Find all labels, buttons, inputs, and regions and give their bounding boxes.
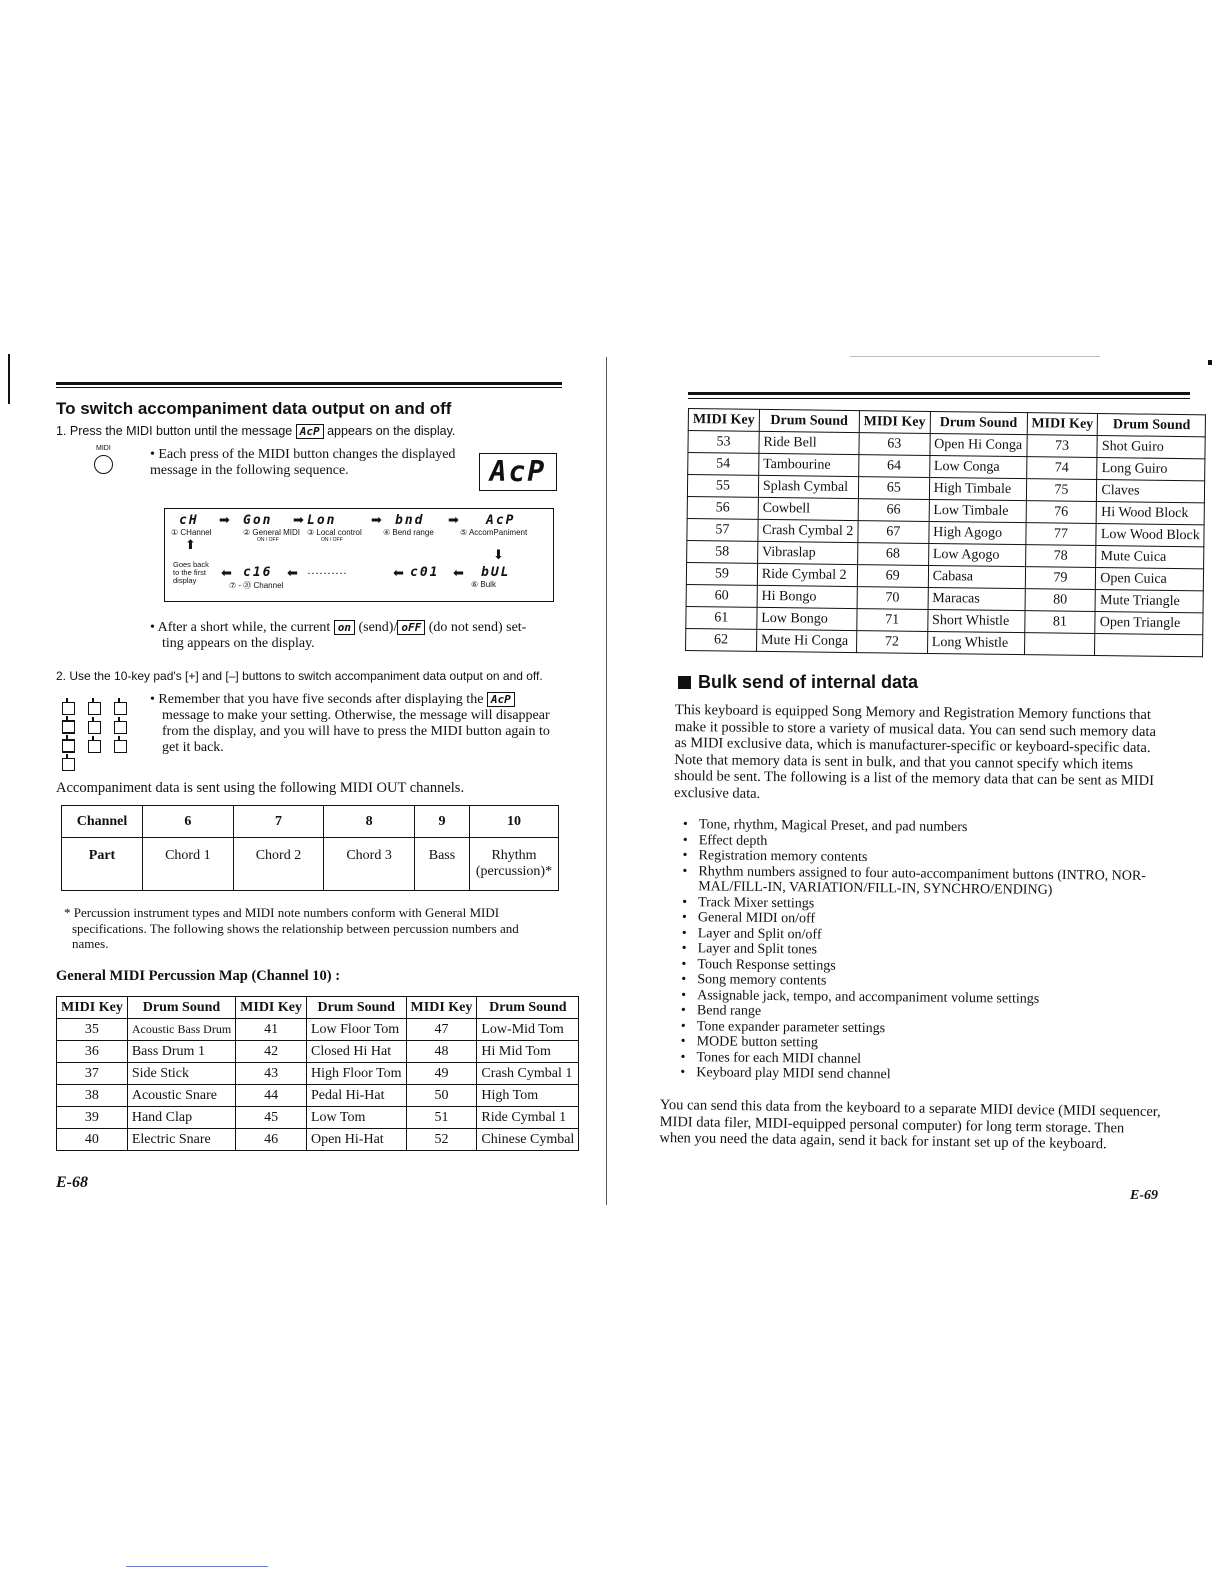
midi-key-cell: 35: [57, 1019, 128, 1041]
seq-display-6: c16: [243, 565, 273, 580]
part-chord-1: Chord 1: [143, 838, 234, 891]
drum-sound-cell: Splash Cymbal: [758, 475, 858, 498]
midi-key-cell: 38: [57, 1085, 128, 1107]
center-gutter-line: [606, 357, 607, 1205]
bullet-2: [150, 620, 562, 652]
midi-key-cell: 72: [856, 631, 927, 654]
midi-key-cell: 65: [858, 477, 929, 500]
seq-label-8: ⑥ Bulk: [471, 580, 496, 589]
percussion-map-left: [56, 996, 579, 1151]
drum-sound-cell: [1095, 633, 1203, 656]
list-item: • Tones for each MIDI channel: [696, 1050, 1166, 1070]
drum-sound-cell: Mute Cuica: [1096, 545, 1204, 568]
part-bass: Bass: [414, 838, 469, 891]
page-number-right: E-69: [1130, 1188, 1158, 1203]
drum-sound-cell: Side Stick: [127, 1063, 235, 1085]
channel-8: 8: [324, 806, 415, 838]
seq-label-2: ② General MIDI: [243, 528, 300, 537]
drum-sound-cell: Shot Guiro: [1097, 436, 1205, 459]
percussion-map-right: [685, 408, 1206, 657]
drum-sound-cell: Low Conga: [929, 455, 1026, 478]
closing-line: You can send this data from the keyboard to a separate MIDI device (MIDI sequencer,: [659, 1097, 1161, 1120]
list-item: • Keyboard play MIDI send channel: [696, 1065, 1166, 1085]
drum-sound-cell: Pedal Hi-Hat: [306, 1085, 406, 1107]
bulk-intro-line: as MIDI exclusive data, which is manufacturer-specific or keyboard-specific data.: [674, 734, 1151, 756]
seq-display-1: cH: [179, 513, 199, 528]
drum-sound-cell: Cabasa: [928, 565, 1025, 588]
left-top-rule: [56, 382, 562, 385]
midi-key-cell: 43: [236, 1063, 307, 1085]
drum-sound-cell: Crash Cymbal 2: [758, 519, 858, 542]
midi-key-cell: 79: [1025, 567, 1096, 590]
channel-header: Channel: [62, 806, 143, 838]
seq-item-8: [471, 565, 531, 589]
step-1: [56, 424, 455, 439]
seq-arrow-left-icon: ⬅: [393, 566, 404, 581]
bulk-intro-line: Note that memory data is sent in bulk, and that you cannot specify which items: [674, 751, 1134, 773]
seq-sub-3: ON / OFF: [321, 537, 343, 543]
seq-arrow-left-icon: ⬅: [453, 566, 464, 581]
midi-key-cell: 42: [236, 1041, 307, 1063]
drum-sound-cell: Crash Cymbal 1: [477, 1063, 579, 1085]
midi-key-cell: 57: [687, 518, 758, 541]
drum-sound-cell: Ride Cymbal 2: [757, 563, 857, 586]
seq-label-3: ③ Local control: [307, 528, 362, 537]
col-midi-key: MIDI Key: [859, 411, 930, 434]
channel-9: 9: [414, 806, 469, 838]
drum-sound-cell: Mute Triangle: [1095, 589, 1203, 612]
drum-sound-cell: Cowbell: [758, 497, 858, 520]
bulk-intro-line: make it possible to store a variety of musical data. You can send such memory data: [674, 718, 1157, 740]
seq-display-4: bnd: [395, 513, 425, 528]
list-item: • Layer and Split on/off: [698, 926, 1168, 946]
midi-key-cell: 69: [857, 565, 928, 588]
bullet-2-mid1: (send)/: [358, 620, 398, 635]
bullet-3-pre: • Remember that you have five seconds after displaying the: [150, 692, 484, 707]
midi-key-cell: 80: [1025, 589, 1096, 612]
sequence-box: [164, 508, 554, 602]
col-drum-sound: Drum Sound: [306, 997, 406, 1019]
list-item: • Assignable jack, tempo, and accompaniment volume settings: [697, 988, 1167, 1008]
bullet-2-mid2: (do not send) set-: [428, 620, 527, 635]
list-item: • Layer and Split tones: [698, 941, 1168, 961]
list-item: • Tone, rhythm, Magical Preset, and pad numbers: [699, 817, 1169, 837]
bulk-title-square-icon: [678, 676, 691, 689]
drum-sound-cell: Low Timbale: [929, 499, 1026, 522]
col-drum-sound: Drum Sound: [127, 997, 235, 1019]
table-header-row: [57, 997, 579, 1019]
seq-label-4: ④ Bend range: [383, 528, 434, 537]
midi-key-cell: [1024, 633, 1095, 656]
closing-line: MIDI data filer, MIDI-equipped personal computer) for long term storage. Then: [659, 1113, 1125, 1136]
midi-button-label: MIDI: [96, 445, 111, 452]
left-top-rule-thin: [56, 387, 562, 388]
list-item: • MODE button setting: [697, 1034, 1167, 1054]
col-drum-sound: Drum Sound: [477, 997, 579, 1019]
midi-key-cell: 36: [57, 1041, 128, 1063]
bullet-3-line3: from the display, and you will have to press the MIDI button again to: [162, 724, 550, 739]
drum-sound-cell: Ride Bell: [759, 431, 859, 454]
drum-sound-cell: Long Whistle: [927, 631, 1024, 654]
midi-key-cell: 76: [1026, 501, 1097, 524]
midi-key-cell: 51: [406, 1107, 477, 1129]
seq-item-5: [460, 513, 550, 537]
midi-key-cell: 74: [1026, 457, 1097, 480]
midi-key-cell: 56: [687, 496, 758, 519]
footnote: * Percussion instrument types and MIDI note numbers conform with General MIDI specifications. The following shows the relationship between percussion numbers and names.: [64, 905, 519, 951]
list-item: • General MIDI on/off: [698, 910, 1168, 930]
drum-sound-cell: Mute Hi Conga: [756, 629, 856, 652]
drum-sound-cell: Closed Hi Hat: [306, 1041, 406, 1063]
seq-arrow-left-icon: ⬅: [221, 566, 232, 581]
list-item: • Registration memory contents: [699, 848, 1169, 868]
part-rhythm-extra: (percussion)*: [475, 864, 553, 879]
right-edge-mark: [1208, 360, 1212, 365]
bullet-3-line2: message to make your setting. Otherwise, the message will disappear: [162, 708, 550, 723]
midi-key-cell: 75: [1026, 479, 1097, 502]
seq-label-1: ① CHannel: [171, 528, 212, 537]
page-number-left: E-68: [56, 1174, 88, 1191]
drum-sound-cell: Bass Drum 1: [127, 1041, 235, 1063]
channel-6: 6: [143, 806, 234, 838]
drum-sound-cell: Open Triangle: [1095, 611, 1203, 634]
seq-arrow-right-icon: ➡: [219, 513, 230, 528]
list-item: • Tone expander parameter settings: [697, 1019, 1167, 1039]
col-midi-key: MIDI Key: [1027, 413, 1098, 436]
list-item: • Touch Response settings: [697, 957, 1167, 977]
midi-key-cell: 48: [406, 1041, 477, 1063]
midi-key-cell: 44: [236, 1085, 307, 1107]
midi-key-cell: 78: [1025, 545, 1096, 568]
drum-sound-cell: Long Guiro: [1097, 458, 1205, 481]
part-chord-3: Chord 3: [324, 838, 415, 891]
seq-label-5: ⑤ AccomPaniment: [460, 528, 528, 537]
drum-sound-cell: Open Cuica: [1096, 567, 1204, 590]
drum-sound-cell: High Agogo: [929, 521, 1026, 544]
midi-key-cell: 46: [236, 1129, 307, 1151]
list-item: • Rhythm numbers assigned to four auto-accompaniment buttons (INTRO, NOR-MAL/FILL-IN, VARIATION/FILL-IN, SYNCHRO/ENDING): [698, 864, 1168, 900]
part-chord-2: Chord 2: [233, 838, 324, 891]
closing-line: when you need the data again, send it back for instant set up of the keyboard.: [659, 1129, 1107, 1153]
midi-key-cell: 70: [857, 587, 928, 610]
table-row: [57, 1063, 579, 1085]
seq-display-8: bUL: [481, 565, 511, 580]
list-item: • Effect depth: [699, 833, 1169, 853]
midi-key-cell: 81: [1024, 611, 1095, 634]
seq-arrow-right-icon: ➡: [371, 513, 382, 528]
channel-7: 7: [233, 806, 324, 838]
drum-sound-cell: Electric Snare: [127, 1129, 235, 1151]
col-midi-key: MIDI Key: [688, 409, 759, 432]
table-row: [57, 1085, 579, 1107]
ten-key-pad-icon: [62, 702, 148, 759]
midi-key-cell: 66: [858, 499, 929, 522]
midi-key-cell: 60: [686, 584, 757, 607]
midi-key-cell: 68: [857, 543, 928, 566]
drum-sound-cell: Claves: [1097, 480, 1205, 503]
step-1-lcd: AcP: [296, 424, 324, 439]
midi-key-cell: 62: [686, 628, 757, 651]
seq-arrow-up-icon: ⬆: [185, 538, 196, 553]
table-row: [57, 1041, 579, 1063]
midi-key-cell: 54: [688, 453, 759, 476]
bullet-2-pre: • After a short while, the current: [150, 620, 331, 635]
seq-display-5: AcP: [486, 513, 516, 528]
seq-display-3: Lon: [307, 513, 337, 528]
list-item: • Track Mixer settings: [698, 895, 1168, 915]
channel-table: [61, 805, 559, 891]
seq-arrow-right-icon: ➡: [293, 513, 304, 528]
bullet-3: [150, 692, 562, 756]
midi-key-cell: 61: [686, 606, 757, 629]
drum-sound-cell: Low Floor Tom: [306, 1019, 406, 1041]
drum-sound-cell: Low Agogo: [928, 543, 1025, 566]
part-header: Part: [62, 838, 143, 891]
bullet-2-line2: ting appears on the display.: [162, 636, 315, 651]
drum-sound-cell: High Timbale: [929, 477, 1026, 500]
channels-intro: Accompaniment data is sent using the following MIDI OUT channels.: [56, 780, 465, 796]
drum-sound-cell: Open Hi-Hat: [306, 1129, 406, 1151]
seq-arrow-left-icon: ⬅: [287, 566, 298, 581]
bulk-intro-line: exclusive data.: [673, 784, 761, 802]
col-midi-key: MIDI Key: [236, 997, 307, 1019]
drum-sound-cell: Hi Mid Tom: [477, 1041, 579, 1063]
section-title: To switch accompaniment data output on and off: [56, 399, 452, 418]
midi-key-cell: 64: [859, 455, 930, 478]
midi-key-cell: 47: [406, 1019, 477, 1041]
step-1-pre: 1. Press the MIDI button until the message: [56, 424, 293, 438]
table-row: [57, 1107, 579, 1129]
col-drum-sound: Drum Sound: [1098, 414, 1206, 437]
closing-paragraph: [659, 1097, 1160, 1153]
lcd-on: on: [334, 620, 355, 635]
part-rhythm: [470, 838, 559, 891]
step-2: 2. Use the 10-key pad's [+] and [–] buttons to switch accompaniment data output on and off.: [56, 669, 543, 683]
bulk-title: Bulk send of internal data: [698, 672, 919, 692]
bulk-items-list: [674, 817, 1169, 1086]
drum-sound-cell: Chinese Cymbal: [477, 1129, 579, 1151]
midi-key-cell: 45: [236, 1107, 307, 1129]
midi-key-cell: 77: [1025, 523, 1096, 546]
right-top-faint-rule: [850, 356, 1100, 357]
col-drum-sound: Drum Sound: [930, 411, 1027, 434]
drum-sound-cell: Tambourine: [759, 453, 859, 476]
midi-key-cell: 59: [686, 562, 757, 585]
midi-key-cell: 39: [57, 1107, 128, 1129]
part-rhythm-label: Rhythm: [491, 848, 537, 863]
channel-10: 10: [470, 806, 559, 838]
seq-item-3: [307, 513, 377, 543]
seq-display-2: Gon: [243, 513, 273, 528]
midi-key-cell: 53: [688, 431, 759, 454]
midi-key-cell: 40: [57, 1129, 128, 1151]
table-row: [57, 1019, 579, 1041]
midi-key-cell: 58: [687, 540, 758, 563]
midi-key-cell: 37: [57, 1063, 128, 1085]
drum-sound-cell: Acoustic Bass Drum: [127, 1019, 235, 1041]
seq-display-7: c01: [410, 565, 440, 580]
map-title: General MIDI Percussion Map (Channel 10) :: [56, 968, 341, 984]
lcd-large-display: AcP: [479, 453, 557, 491]
midi-key-cell: 50: [406, 1085, 477, 1107]
drum-sound-cell: Low Wood Block: [1096, 523, 1204, 546]
drum-sound-cell: High Tom: [477, 1085, 579, 1107]
seq-sub-2: ON / OFF: [257, 537, 279, 543]
drum-sound-cell: Hi Bongo: [757, 585, 857, 608]
step-1-post: appears on the display.: [327, 424, 456, 438]
bullet-3-line4: get it back.: [162, 740, 224, 755]
drum-sound-cell: Low Bongo: [757, 607, 857, 630]
seq-item-4: [383, 513, 453, 537]
drum-sound-cell: Hand Clap: [127, 1107, 235, 1129]
bullet-1: • Each press of the MIDI button changes the displayed message in the following sequence.: [150, 447, 456, 478]
midi-key-cell: 63: [859, 433, 930, 456]
bottom-blue-line: [126, 1566, 268, 1567]
drum-sound-cell: Maracas: [928, 587, 1025, 610]
drum-sound-cell: Hi Wood Block: [1096, 502, 1204, 525]
col-drum-sound: Drum Sound: [759, 409, 859, 432]
midi-key-cell: 67: [858, 521, 929, 544]
drum-sound-cell: Vibraslap: [757, 541, 857, 564]
col-midi-key: MIDI Key: [406, 997, 477, 1019]
midi-key-cell: 41: [236, 1019, 307, 1041]
right-top-rule: [688, 392, 1190, 395]
drum-sound-cell: High Floor Tom: [306, 1063, 406, 1085]
list-item: • Bend range: [697, 1003, 1167, 1023]
bulk-intro: [674, 702, 1181, 806]
drum-sound-cell: Short Whistle: [927, 609, 1024, 632]
bulk-intro-line: should be sent. The following is a list of the memory data that can be sent as MIDI: [674, 767, 1155, 790]
drum-sound-cell: Ride Cymbal 1: [477, 1107, 579, 1129]
seq-dots: ··········: [307, 566, 347, 580]
midi-button-icon: [94, 455, 113, 474]
seq-label-6: ⑦ - ⑳ Channel: [229, 581, 284, 590]
midi-key-cell: 52: [406, 1129, 477, 1151]
bulk-intro-line: This keyboard is equipped Song Memory and Registration Memory functions that: [674, 702, 1151, 723]
drum-sound-cell: Open Hi Conga: [930, 433, 1027, 456]
midi-key-cell: 55: [687, 475, 758, 498]
midi-key-cell: 49: [406, 1063, 477, 1085]
list-item: • Song memory contents: [697, 972, 1167, 992]
bullet-3-lcd: AcP: [487, 692, 515, 707]
seq-arrow-right-icon: ➡: [448, 513, 459, 528]
drum-sound-cell: Low-Mid Tom: [477, 1019, 579, 1041]
drum-sound-cell: Acoustic Snare: [127, 1085, 235, 1107]
midi-key-cell: 73: [1026, 435, 1097, 458]
col-midi-key: MIDI Key: [57, 997, 128, 1019]
right-top-rule-thin: [688, 398, 1190, 399]
midi-key-cell: 71: [857, 609, 928, 632]
seq-arrow-down-icon: ⬇: [493, 548, 504, 563]
drum-sound-cell: Low Tom: [306, 1107, 406, 1129]
goes-back-label: Goes back to the first display: [173, 560, 209, 585]
table-row: [57, 1129, 579, 1151]
left-edge-mark: [8, 354, 10, 404]
lcd-off: oFF: [397, 620, 425, 635]
